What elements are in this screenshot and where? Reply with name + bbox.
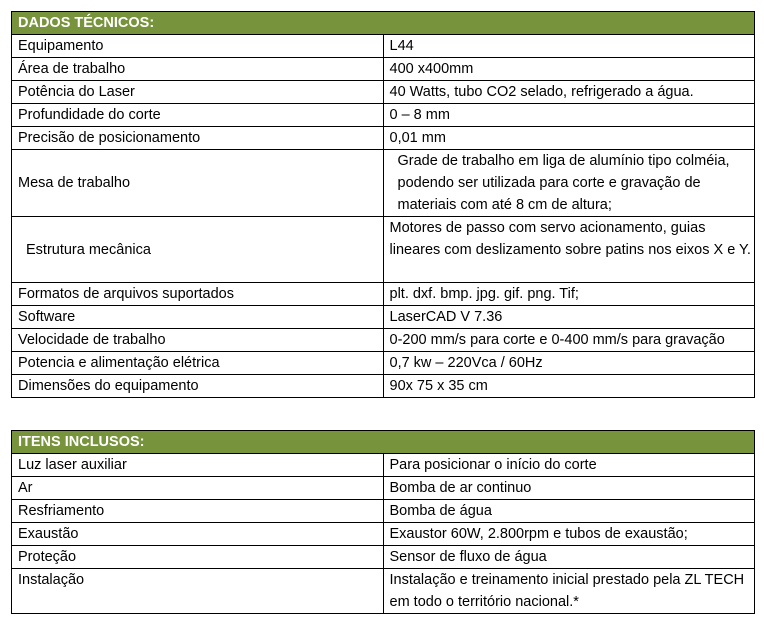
spec-value: Grade de trabalho em liga de alumínio tipo colméia, podendo ser utilizada para corte e gravação de materiais com até 8 cm de altura; — [383, 150, 755, 217]
spec-value: 0 – 8 mm — [383, 104, 755, 127]
item-label: Ar — [12, 477, 384, 500]
item-label: Exaustão — [12, 523, 384, 546]
spec-value: 90x 75 x 35 cm — [383, 375, 755, 398]
spec-label: Equipamento — [12, 35, 384, 58]
spec-label: Área de trabalho — [12, 58, 384, 81]
spec-label: Potencia e alimentação elétrica — [12, 352, 384, 375]
item-value: Exaustor 60W, 2.800rpm e tubos de exaustão; — [383, 523, 755, 546]
spec-label: Velocidade de trabalho — [12, 329, 384, 352]
spec-label: Estrutura mecânica — [12, 217, 384, 283]
item-label: Resfriamento — [12, 500, 384, 523]
item-value: Instalação e treinamento inicial prestado pela ZL TECH em todo o território nacional.* — [383, 569, 755, 614]
spec-value: 400 x400mm — [383, 58, 755, 81]
item-value: Para posicionar o início do corte — [383, 454, 755, 477]
spec-label: Mesa de trabalho — [12, 150, 384, 217]
spec-label: Dimensões do equipamento — [12, 375, 384, 398]
spec-value: 0-200 mm/s para corte e 0-400 mm/s para gravação — [383, 329, 755, 352]
spec-value: LaserCAD V 7.36 — [383, 306, 755, 329]
spec-value: L44 — [383, 35, 755, 58]
item-label: Proteção — [12, 546, 384, 569]
spec-label: Profundidade do corte — [12, 104, 384, 127]
item-label: Luz laser auxiliar — [12, 454, 384, 477]
spec-value: 0,01 mm — [383, 127, 755, 150]
technical-data-table — [11, 11, 755, 398]
technical-data-header: DADOS TÉCNICOS: — [12, 12, 755, 35]
included-items-header: ITENS INCLUSOS: — [12, 431, 755, 454]
included-items-table — [11, 430, 755, 614]
item-value: Bomba de água — [383, 500, 755, 523]
spec-value: 40 Watts, tubo CO2 selado, refrigerado a água. — [383, 81, 755, 104]
spec-label: Potência do Laser — [12, 81, 384, 104]
item-value: Bomba de ar continuo — [383, 477, 755, 500]
item-value: Sensor de fluxo de água — [383, 546, 755, 569]
spec-value: Motores de passo com servo acionamento, guias lineares com deslizamento sobre patins nos eixos X e Y. — [383, 217, 755, 283]
spec-label: Formatos de arquivos suportados — [12, 283, 384, 306]
spec-label: Software — [12, 306, 384, 329]
spec-value: plt. dxf. bmp. jpg. gif. png. Tif; — [383, 283, 755, 306]
spec-label: Precisão de posicionamento — [12, 127, 384, 150]
item-label: Instalação — [12, 569, 384, 614]
spec-value: 0,7 kw – 220Vca / 60Hz — [383, 352, 755, 375]
